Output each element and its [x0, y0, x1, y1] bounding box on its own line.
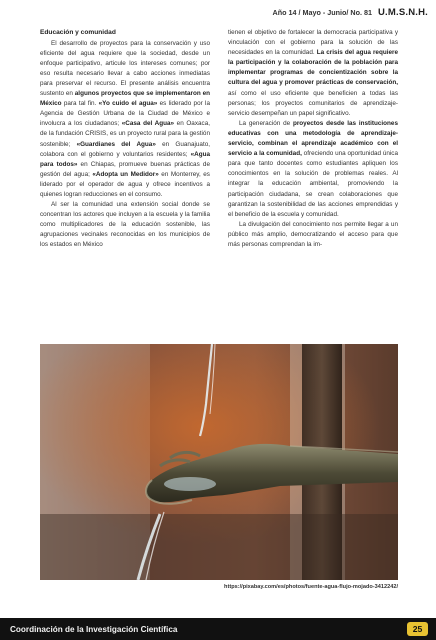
- page-footer: [0, 618, 436, 640]
- left-paragraph-1: El desarrollo de proyectos para la conservación y uso eficiente del agua requiere que la sociedad, desde un enfoque participativo, articule los intereses comunes; por eso resulta necesario llevar a cabo acciones inmediatas para preservar el recurso. El presente análisis encuentra sustento en algunos proyectos que se implementaron en México para tal fin. «Yo cuido el agua» es liderado por la Agencia de Gestión Urbana de la Ciudad de México e involucra a los ciudadanos; «Casa del Agua» en Oaxaca, de la fundación CRISIS, es un proyecto rural para la gestión sostenible; «Guardianes del Agua» en Guanajuato, colabora con el gobierno y voluntarios residentes; «Agua para todos» en Chiapas, promueve buenas prácticas de gestión del agua; «Adopta un Medidor» en Monterrey, es liderado por el operador de agua y ofrece incentivos a quienes logran reducciones en el consumo.: [40, 39, 210, 198]
- image-credit: https://pixabay.com/es/photos/fuente-agua-flujo-mojado-3412242/: [224, 584, 398, 590]
- article-body: [40, 28, 398, 290]
- issue-info: Año 14 / Mayo - Junio/ No. 81: [272, 7, 372, 17]
- university-name: U.M.S.N.H.: [377, 6, 428, 18]
- right-paragraph-3: La divulgación del conocimiento nos permite llegar a un público más amplio, democratizando el acceso para que más personas comprendan la im-: [228, 220, 398, 248]
- right-paragraph-1: tienen el objetivo de fortalecer la democracia participativa y vinculación con el gobierno para la solución de las necesidades en la comunidad. La crisis del agua requiere la participación y la colaboración de la población para implementar programas de concientización sobre la cultura del agua y promover prácticas de conservación, así como el uso eficiente que beneficien a todas las personas; los proyectos comunitarios de aprendizaje-servicio desempeñan un papel significativo.: [228, 29, 398, 117]
- left-paragraph-2: Al ser la comunidad una extensión social donde se concentran los actores que incluyen a la escuela y la familia como multiplicadores de la educación sostenible, las agrupaciones vecinales reconocidas en los municipios de los estados en México: [40, 201, 210, 249]
- right-paragraph-2: La generación de proyectos desde las instituciones educativas con una metodología de aprendizaje-servicio, combinan el aprendizaje académico con el servicio a la comunidad, ofreciendo una oportunidad única para que tanto docentes como estudiantes apliquen los conocimientos en la solución de problemas reales. Al integrar la educación ambiental, promoviendo la participación ciudadana, se crean colaboraciones que garantizan la sostenibilidad de las acciones emprendidas y el beneficio de la escuela y comunidad.: [228, 119, 399, 218]
- footer-text: Coordinación de la Investigación Científica: [10, 624, 178, 634]
- page-number: 25: [407, 622, 428, 636]
- section-heading: Educación y comunidad: [40, 29, 116, 36]
- fountain-hand-photo: [40, 344, 398, 580]
- page-header: [273, 4, 428, 20]
- right-column: [228, 28, 398, 290]
- left-column: [40, 28, 210, 290]
